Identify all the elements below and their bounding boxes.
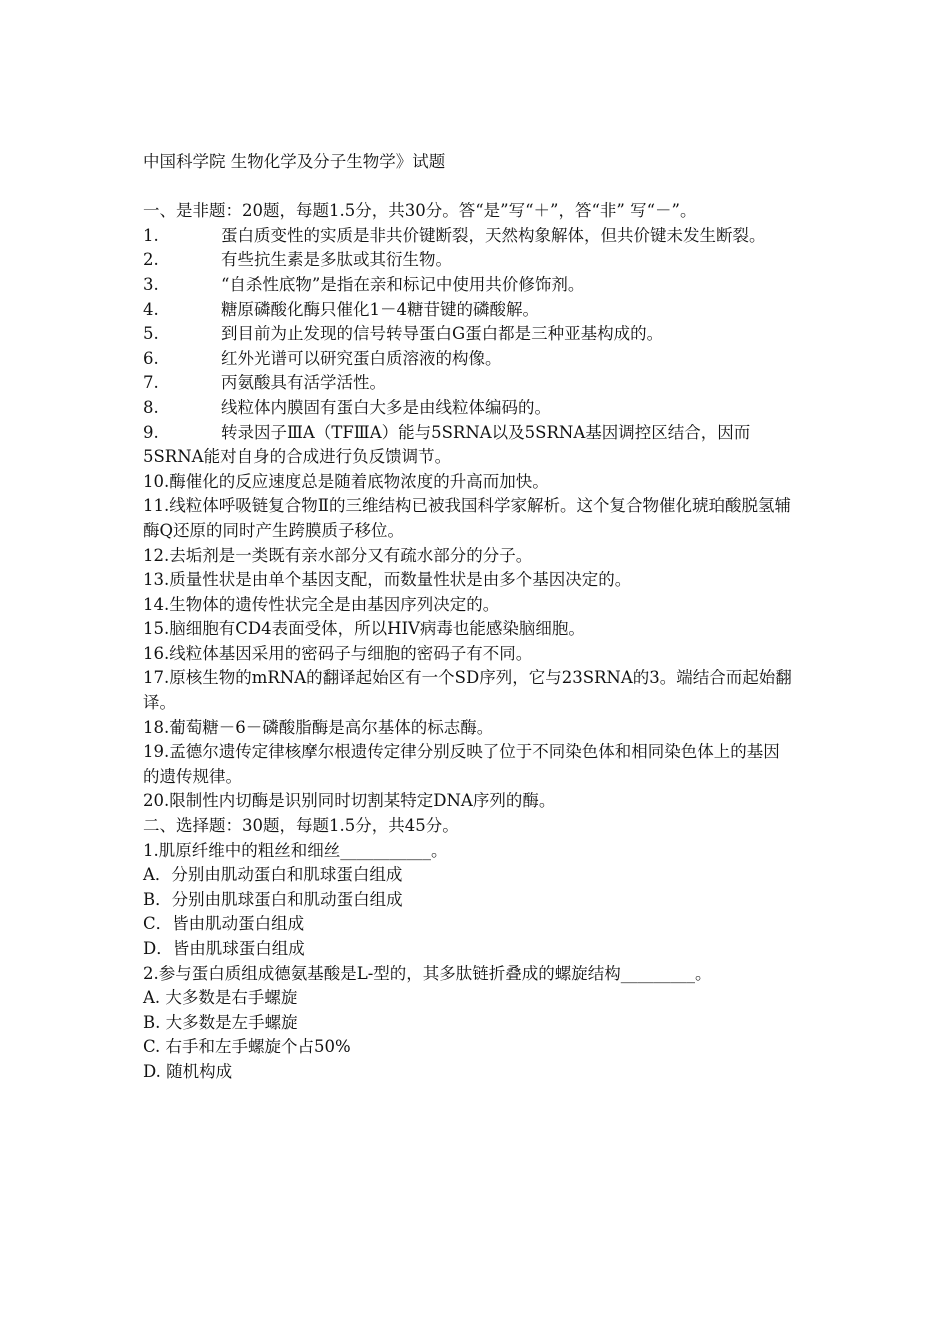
item-text: “自杀性底物”是指在亲和标记中使用共价修饰剂。	[221, 274, 585, 294]
list-item: 17.原核生物的mRNA的翻译起始区有一个SD序列，它与23SRNA的3。端结合而起始翻译。	[143, 668, 792, 713]
item-number: 5.	[143, 324, 159, 344]
item-number: 1.	[143, 225, 159, 245]
item-number: 6.	[143, 348, 159, 368]
item-number: 7.	[143, 373, 159, 393]
list-item	[143, 322, 795, 347]
item-number: 4.	[143, 299, 159, 319]
item-number: 8.	[143, 397, 159, 417]
list-item: 18.葡萄糖－6－磷酸脂酶是高尔基体的标志酶。	[143, 717, 494, 737]
option-line: B．分别由肌球蛋白和肌动蛋白组成	[143, 889, 403, 909]
item-text: 转录因子ⅢA（TFⅢA）能与5SRNA以及5SRNA基因调控区结合，因而5SRNA能对自身的合成进行负反馈调节。	[143, 422, 751, 467]
item-text: 糖原磷酸化酶只催化1－4糖苷键的磷酸解。	[221, 299, 539, 319]
option-line: A. 大多数是右手螺旋	[143, 988, 298, 1008]
list-item	[143, 248, 795, 273]
item-text: 到目前为止发现的信号转导蛋白G蛋白都是三种亚基构成的。	[221, 324, 664, 344]
section1-list	[143, 224, 795, 814]
list-item: 19.孟德尔遗传定律核摩尔根遗传定律分别反映了位于不同染色体和相同染色体上的基因的遗传规律。	[143, 742, 780, 786]
question-line: 2.参与蛋白质组成德氨基酸是L-型的，其多肽链折叠成的螺旋结构_________。	[143, 963, 712, 983]
question-line: 1.肌原纤维中的粗丝和细丝___________。	[143, 840, 448, 860]
list-item: 16.线粒体基因采用的密码子与细胞的密码子有不同。	[143, 643, 533, 663]
option-line: D. 随机构成	[143, 1061, 233, 1081]
list-item	[143, 298, 795, 323]
section1-heading: 一、是非题：20题，每题1.5分，共30分。答“是”写“＋”，答“非” 写“－”。	[143, 201, 697, 221]
list-item: 10.酶催化的反应速度总是随着底物浓度的升高而加快。	[143, 471, 549, 491]
list-item	[143, 347, 795, 372]
option-line: C. 右手和左手螺旋个占50%	[143, 1037, 351, 1057]
list-item: 11.线粒体呼吸链复合物Ⅱ的三维结构已被我国科学家解析。这个复合物催化琥珀酸脱氢辅酶Q还原的同时产生跨膜质子移位。	[143, 496, 791, 540]
list-item	[143, 371, 795, 396]
item-text: 丙氨酸具有活学活性。	[221, 373, 386, 393]
exam-page	[143, 150, 795, 1085]
option-line: C．皆由肌动蛋白组成	[143, 914, 305, 934]
section2-heading: 二、选择题：30题，每题1.5分，共45分。	[143, 816, 459, 836]
item-number: 9.	[143, 422, 159, 442]
item-text: 蛋白质变性的实质是非共价键断裂，天然构象解体，但共价键未发生断裂。	[221, 225, 766, 245]
item-number: 2.	[143, 250, 159, 270]
option-line: B. 大多数是左手螺旋	[143, 1012, 298, 1032]
section2-list	[143, 839, 795, 1085]
list-item: 12.去垢剂是一类既有亲水部分又有疏水部分的分子。	[143, 545, 533, 565]
list-item	[143, 224, 795, 249]
option-line: A．分别由肌动蛋白和肌球蛋白组成	[143, 865, 403, 885]
list-item: 13.质量性状是由单个基因支配，而数量性状是由多个基因决定的。	[143, 570, 632, 590]
list-item: 14.生物体的遗传性状完全是由基因序列决定的。	[143, 594, 500, 614]
list-item	[143, 273, 795, 298]
option-line: D．皆由肌球蛋白组成	[143, 939, 305, 958]
list-item: 15.脑细胞有CD4表面受体，所以HIV病毒也能感染脑细胞。	[143, 619, 585, 639]
document-title: 中国科学院 生物化学及分子生物学》试题	[143, 152, 446, 171]
item-number: 3.	[143, 274, 159, 294]
list-item	[143, 396, 795, 421]
item-text: 红外光谱可以研究蛋白质溶液的构像。	[221, 348, 502, 368]
list-item	[143, 421, 795, 470]
list-item: 20.限制性内切酶是识别同时切割某特定DNA序列的酶。	[143, 791, 556, 811]
item-text: 有些抗生素是多肽或其衍生物。	[221, 250, 452, 270]
item-text: 线粒体内膜固有蛋白大多是由线粒体编码的。	[221, 397, 551, 417]
